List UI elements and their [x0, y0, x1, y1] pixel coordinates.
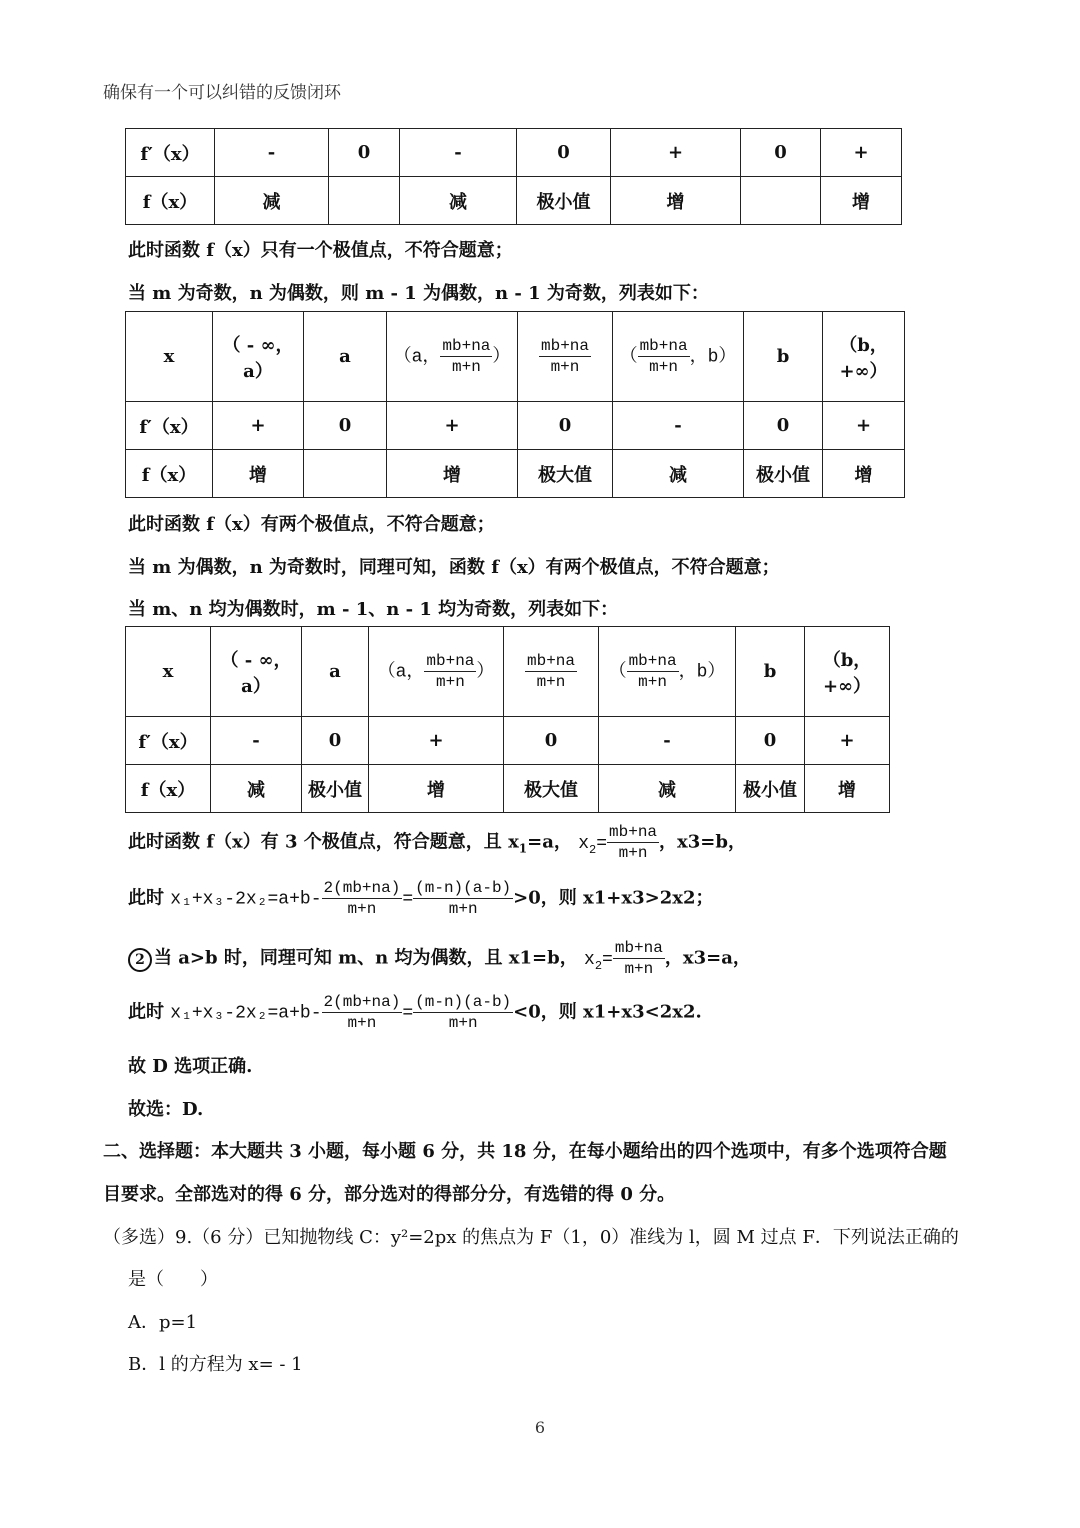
paragraph: 当 m、n 均为偶数时，m - 1、n - 1 均为奇数，列表如下：	[128, 599, 619, 620]
table1-cell: 减	[400, 177, 517, 225]
table3-header-interval	[211, 627, 302, 717]
frac-num: (m-n)(a-b)	[415, 993, 512, 1011]
table2-cell: 0	[744, 402, 823, 450]
paragraph: 当 m 为奇数，n 为偶数，则 m - 1 为偶数，n - 1 为奇数，列表如下：	[128, 283, 709, 304]
table3-cell: 减	[599, 765, 736, 813]
table1-cell: 减	[215, 177, 329, 225]
interval-right: a）	[241, 675, 271, 697]
interval-right: a）	[243, 360, 273, 382]
paragraph-extrema-values: 此时函数 f（x）有 3 个极值点，符合题意，且 $x_1=a$， $x_2=$ $\frac{mb+na}{m+n}$ ，x3=b，	[128, 823, 746, 862]
table1-cell: -	[215, 129, 329, 177]
table3-header-a: a	[302, 627, 369, 717]
option-b: B．l 的方程为 x= - 1	[128, 1354, 303, 1375]
frac-den: m+n	[347, 900, 377, 918]
fraction	[440, 336, 492, 377]
table2-cell: +	[823, 402, 905, 450]
table2-cell: 增	[387, 450, 518, 498]
table1-cell: 0	[741, 129, 821, 177]
frac-den: m+n	[624, 960, 654, 978]
page-header: 确保有一个可以纠错的反馈闭环	[103, 83, 341, 103]
table1-cell: 极小值	[517, 177, 611, 225]
section-heading: 目要求。全部选对的得 6 分，部分选对的得部分分，有选错的得 0 分。	[103, 1184, 676, 1205]
variation-table-3	[125, 626, 890, 813]
frac-num: mb+na	[614, 939, 663, 957]
table1-cell: f（x）	[126, 177, 215, 225]
table3-cell: f（x）	[126, 765, 211, 813]
table2-header-b: b	[744, 312, 823, 402]
circled-number-icon: 2	[128, 948, 152, 972]
frac-den: m+n	[347, 1014, 377, 1032]
table3-header-x: x	[126, 627, 211, 717]
frac-den: m+n	[451, 358, 481, 376]
table2-cell: +	[387, 402, 518, 450]
table1-cell: -	[400, 129, 517, 177]
table3-header-b: b	[736, 627, 805, 717]
table3-cell: 减	[211, 765, 302, 813]
table2-cell	[304, 450, 387, 498]
table2-header-interval	[213, 312, 304, 402]
table3-cell: f′（x）	[126, 717, 211, 765]
question-9: （多选）9.（6 分）已知抛物线 C：y²=2px 的焦点为 F（1，0）准线为 l，圆 M 过点 F．下列说法正确的	[103, 1227, 959, 1248]
frac-num: mb+na	[639, 337, 688, 355]
frac-num: mb+na	[526, 652, 575, 670]
table2-header-frac	[518, 312, 613, 402]
table1-cell: 增	[821, 177, 902, 225]
table2-cell: 减	[613, 450, 744, 498]
frac-num: mb+na	[609, 823, 658, 841]
text-run: 当 a>b 时，同理可知 m、n 均为偶数，且 x1=b，	[154, 947, 578, 969]
table2-cell: 极小值	[744, 450, 823, 498]
frac-num: mb+na	[426, 652, 475, 670]
text-run: =a，	[527, 831, 572, 853]
frac-num: mb+na	[628, 652, 677, 670]
fraction	[424, 651, 476, 692]
fraction	[607, 822, 659, 863]
interval-right: ，b）	[689, 347, 737, 368]
math-expr: x₁+x₃-2x₂=a+b-	[170, 889, 322, 910]
frac-den: m+n	[550, 358, 580, 376]
paragraph-inequality-1: 此时 x₁+x₃-2x₂=a+b- $\frac{2(mb+na)}{m+n}$ = $\frac{(m-n)(a-b)}{m+n}$ >0，则 x1+x3>2x2；	[128, 879, 714, 918]
text-run: ，x3=a，	[664, 947, 751, 969]
table3-header-interval	[599, 627, 736, 717]
variation-table-1	[125, 128, 902, 225]
question-9-cont: 是（ ）	[128, 1269, 218, 1290]
option-a: A．p=1	[128, 1312, 198, 1333]
fraction	[322, 992, 403, 1033]
interval-right: ，b）	[678, 662, 726, 683]
interval-right: ）	[476, 662, 495, 683]
paragraph-inequality-2: 此时 x₁+x₃-2x₂=a+b- $\frac{2(mb+na)}{m+n}$ = $\frac{(m-n)(a-b)}{m+n}$ <0，则 x1+x3<2x2.	[128, 993, 702, 1032]
paragraph: 此时函数 f（x）只有一个极值点，不符合题意；	[128, 240, 513, 261]
frac-num: 2(mb+na)	[323, 879, 401, 897]
table3-cell: 0	[736, 717, 805, 765]
table3-cell: +	[805, 717, 890, 765]
table1-cell	[741, 177, 821, 225]
table1-cell	[329, 177, 400, 225]
table3-header-frac	[504, 627, 599, 717]
text-run: 此时函数 f（x）有 3 个极值点，符合题意，且 x	[128, 831, 519, 853]
table2-header-x: x	[126, 312, 213, 402]
table3-cell: 0	[504, 717, 599, 765]
table2-cell: 极大值	[518, 450, 613, 498]
table2-cell: 增	[213, 450, 304, 498]
fraction	[413, 992, 513, 1033]
fraction	[322, 878, 403, 919]
fraction	[638, 336, 690, 377]
table2-header-interval: （b，+∞）	[823, 312, 905, 402]
interval-left: （	[608, 662, 627, 683]
text-run: 此时	[128, 887, 164, 909]
page-number: 6	[534, 1418, 546, 1437]
table3-header-interval	[369, 627, 504, 717]
table1-cell: 0	[329, 129, 400, 177]
math-expr: x₁+x₃-2x₂=a+b-	[170, 1003, 322, 1024]
frac-den: m+n	[618, 844, 648, 862]
fraction	[525, 651, 577, 692]
paragraph: 故选：D.	[128, 1099, 204, 1120]
fraction	[613, 938, 665, 979]
frac-den: m+n	[638, 673, 667, 691]
table3-cell: +	[369, 717, 504, 765]
table3-cell: 极小值	[302, 765, 369, 813]
frac-num: mb+na	[442, 337, 491, 355]
table3-cell: 极大值	[504, 765, 599, 813]
variation-table-2	[125, 311, 905, 498]
table3-header-interval: （b，+∞）	[805, 627, 890, 717]
table3-cell: 0	[302, 717, 369, 765]
table2-header-interval	[613, 312, 744, 402]
frac-den: m+n	[448, 1014, 478, 1032]
interval-left: （	[619, 347, 638, 368]
table2-cell: 增	[823, 450, 905, 498]
fraction	[413, 878, 513, 919]
table3-cell: 增	[369, 765, 504, 813]
interval-right: ）	[492, 347, 511, 368]
table2-header-a: a	[304, 312, 387, 402]
paragraph: 故 D 选项正确.	[128, 1056, 253, 1077]
interval-left: （ - ∞，	[220, 649, 292, 671]
table3-cell: -	[211, 717, 302, 765]
interval-left: （ - ∞，	[222, 334, 294, 356]
table1-cell: 0	[517, 129, 611, 177]
table2-cell: f（x）	[126, 450, 213, 498]
paragraph: 当 m 为偶数，n 为奇数时，同理可知，函数 f（x）有两个极值点，不符合题意；	[128, 557, 780, 578]
frac-num: 2(mb+na)	[323, 993, 401, 1011]
frac-den: m+n	[536, 673, 566, 691]
frac-den: m+n	[435, 673, 465, 691]
text-run: >0，则 x1+x3>2x2；	[513, 887, 714, 909]
table1-cell: +	[821, 129, 902, 177]
table2-cell: 0	[518, 402, 613, 450]
fraction	[539, 336, 591, 377]
table3-cell: 极小值	[736, 765, 805, 813]
fraction	[627, 651, 679, 692]
table2-cell: 0	[304, 402, 387, 450]
frac-num: (m-n)(a-b)	[415, 879, 512, 897]
interval-left: （a，	[393, 347, 441, 368]
paragraph: 此时函数 f（x）有两个极值点，不符合题意；	[128, 514, 495, 535]
text-run: <0，则 x1+x3<2x2.	[513, 1001, 702, 1023]
table2-cell: +	[213, 402, 304, 450]
table2-cell: -	[613, 402, 744, 450]
section-heading: 二、选择题：本大题共 3 小题，每小题 6 分，共 18 分，在每小题给出的四个选项中，有多个选项符合题	[103, 1141, 947, 1162]
table1-cell: +	[611, 129, 741, 177]
table2-cell: f′（x）	[126, 402, 213, 450]
text-run: x3=b，	[677, 831, 746, 853]
table2-header-interval	[387, 312, 518, 402]
text-run: 此时	[128, 1001, 164, 1023]
frac-den: m+n	[649, 358, 678, 376]
interval-left: （a，	[377, 662, 425, 683]
table3-cell: -	[599, 717, 736, 765]
table1-cell: f′（x）	[126, 129, 215, 177]
table1-cell: 增	[611, 177, 741, 225]
table3-cell: 增	[805, 765, 890, 813]
paragraph-case-2: 2 当 a>b 时，同理可知 m、n 均为偶数，且 x1=b， $x_2=$ $\frac{mb+na}{m+n}$ ，x3=a，	[128, 938, 751, 979]
frac-num: mb+na	[540, 337, 589, 355]
frac-den: m+n	[448, 900, 478, 918]
